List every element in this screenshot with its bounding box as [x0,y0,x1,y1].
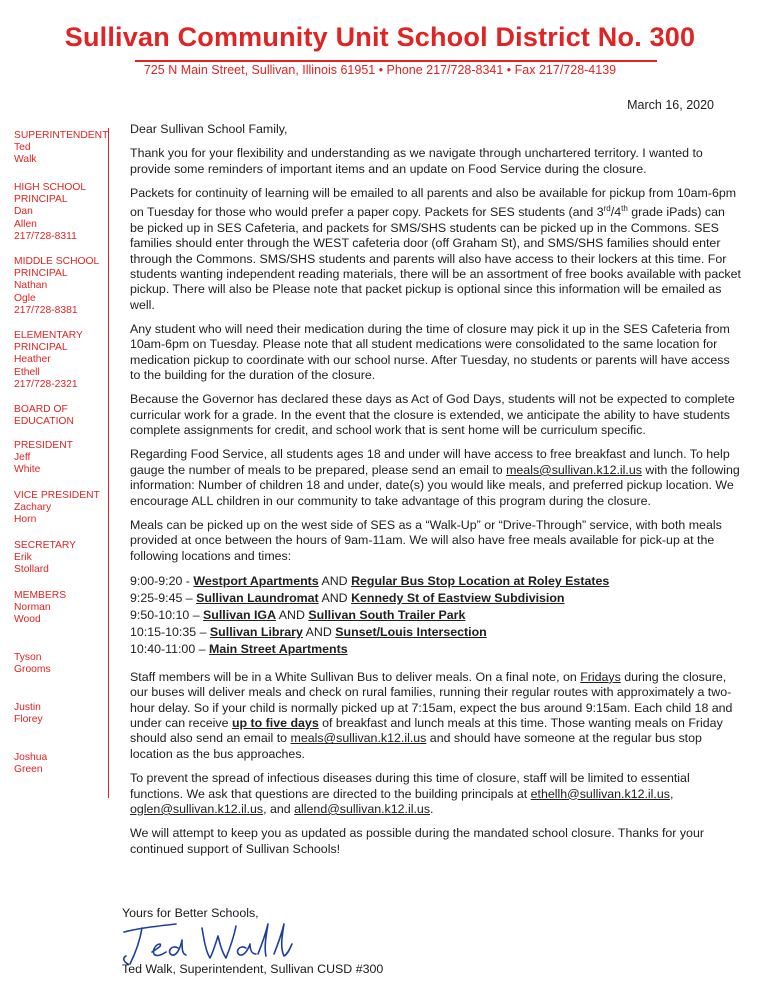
sidebar-line: Florey [14,714,43,726]
sidebar-line: 217/728-8311 [14,230,77,242]
meal-location: Sullivan Laundromat [196,590,319,605]
meals-email-link-2[interactable]: meals@sullivan.k12.il.us [290,731,427,746]
sidebar-title: PRINCIPAL [14,342,68,354]
sidebar-line: Tyson [14,652,42,663]
sidebar-line: White [14,464,41,476]
email-ethell[interactable]: ethellh@sullivan.k12.il.us [530,786,670,801]
sidebar-block [14,590,114,627]
sidebar-title: PRINCIPAL [14,194,68,206]
paragraph-bus-delivery: Staff members will be in a White Sullivan Bus to deliver meals. On a final note, on Fridays during the closure, our buses will deliver meals and check on rural families, running their regular routes with approximately a two-hour delay. So if your child is normally picked up at 7:15am, expect the bus around 9:15am. Each child 18 and under can receive up to five days of breakfast and lunch meals at this time. Those wanting meals on Friday should also send an email to meals@sullivan.k12.il.us and should have someone at the regular bus stop location as the bus approaches. [130,669,733,761]
sidebar-title: SUPERINTENDENT [14,130,109,141]
meals-email-link[interactable]: meals@sullivan.k12.il.us [506,462,642,477]
signer-name: Ted Walk, Superintendent, Sullivan CUSD #300 [122,962,384,976]
sidebar-title: ELEMENTARY [14,330,83,341]
sidebar-line: Green [14,764,43,776]
meal-times-list [130,573,742,658]
sidebar-block [14,752,114,776]
meal-time-row: 10:15-10:35 – Sullivan Library AND Sunset/Louis Intersection [130,624,487,639]
sidebar-title: EDUCATION [14,416,74,428]
sidebar-block [14,182,114,243]
paragraph-packets: Packets for continuity of learning will be emailed to all parents and also be available for pickup from 10am-6pm on Tuesday for those who would prefer a paper copy. Packets for SES students (and 3rd/4th grade iPads) can be picked up in SES Cafeteria, and packets for SMS/SHS students can be picked up in the Commons. SES families should enter through the WEST cafeteria door (off Graham St), and SMS/SHS families should enter through the Commons. SMS/SHS students and parents will also have access to their lockers at this time. For students wanting independent reading materials, there will be an assortment of free books available with packet pickup. There will also be Please note that packet pickup is optional since this information will be emailed as well. [130,185,741,312]
meal-time-row: 10:40-11:00 – Main Street Apartments [130,641,348,656]
meal-location: Sullivan IGA [203,607,277,622]
meal-location: Sunset/Louis Intersection [335,624,487,639]
paragraph-intro: Thank you for your flexibility and understanding as we navigate through unchartered territory. I wanted to provide some reminders of important items and an update on Food Service during the closure. [130,146,703,176]
sidebar-block [14,256,114,317]
sidebar-line: Justin [14,702,41,713]
paragraph-act-of-god: Because the Governor has declared these days as Act of God Days, students will not be expected to complete curricular work for a grade. In the event that the closure is extended, we anticipate the ability to have students complete assignments for credit, and school work that is sent home will be curriculum specific. [130,392,735,438]
meal-location: Kennedy St of Eastview Subdivision [351,590,565,605]
sidebar-block [14,702,114,726]
email-allen[interactable]: allend@sullivan.k12.il.us [294,801,431,816]
sidebar-title: MIDDLE SCHOOL [14,256,100,267]
letter-date: March 16, 2020 [627,98,714,112]
meal-location: Sullivan Library [209,624,303,639]
meal-time-row: 9:50-10:10 – Sullivan IGA AND Sullivan South Trailer Park [130,607,466,622]
salutation: Dear Sullivan School Family, [130,122,288,136]
paragraph-food-service: Regarding Food Service, all students ages 18 and under will have access to free breakfast and lunch. To help gauge the number of meals to be prepared, please send an email to meals@sullivan.k12.il.us with the following information: Number of children 18 and under, date(s) you would like meals, and preferred pickup location. We encourage ALL children in our community to take advantage of this program during the closure. [130,447,740,508]
sidebar-line: Allen [14,218,37,230]
sidebar-line: Horn [14,514,37,526]
sidebar-block [14,490,114,527]
paragraph-principal-contacts: To prevent the spread of infectious diseases during this time of closure, staff will be limited to essential functions. We ask that questions are directed to the building principals at ethellh@sullivan.k12.il.us, oglen@sullivan.k12.il.us, and allend@sullivan.k12.il.us. [130,771,690,816]
sidebar-block [14,652,114,676]
sidebar-line: Dan [14,206,33,218]
sidebar-line: Norman [14,602,51,614]
sidebar-block [14,330,114,391]
sidebar-block [14,540,114,577]
sidebar-title: BOARD OF [14,404,68,415]
sidebar-title: PRINCIPAL [14,268,68,280]
sidebar-title: SECRETARY [14,540,76,551]
district-address: 725 N Main Street, Sullivan, Illinois 61951 • Phone 217/728-8341 • Fax 217/728-4139 [143,63,617,77]
email-ogle[interactable]: oglen@sullivan.k12.il.us [130,801,264,816]
sidebar-line: Grooms [14,664,51,676]
sidebar-block [14,404,114,428]
meal-location: Westport Apartments [193,573,319,588]
district-name: Sullivan Community Unit School District No. 300 [64,22,696,52]
sidebar-title: MEMBERS [14,590,67,601]
meal-location: Regular Bus Stop Location at Roley Estates [351,573,610,588]
letter-body [130,122,742,866]
paragraph-closing-note: We will attempt to keep you as updated as possible during the mandated school closure. Thanks for your continued support of Sullivan Schools! [130,826,704,856]
sidebar-line: Wood [14,614,41,626]
sidebar-line: Ted [14,142,31,154]
sidebar-line: Walk [14,154,37,166]
closing: Yours for Better Schools, [122,906,259,920]
letterhead-rule [135,60,657,62]
meal-time-row: 9:00-9:20 - Westport Apartments AND Regular Bus Stop Location at Roley Estates [130,573,610,588]
sidebar-line: Ogle [14,292,36,304]
meal-location: Sullivan South Trailer Park [308,607,466,622]
sidebar-block [14,130,114,167]
sidebar-line: 217/728-8381 [14,304,78,316]
sidebar-line: 217/728-2321 [14,378,78,390]
sidebar-line: Stollard [14,564,49,576]
sidebar-line: Erik [14,552,32,564]
sidebar-block [14,440,114,477]
paragraph-medication: Any student who will need their medication during the time of closure may pick it up in the SES Cafeteria from 10am-6pm on Tuesday. Please note that all student medications were consolidated to the same location for medication pickup to coordinate with our school nurse. After Tuesday, no students or parents will have access to the building for the duration of the closure. [130,321,730,383]
meal-location: Main Street Apartments [209,641,348,656]
sidebar-line: Jeff [14,452,31,464]
sidebar-line: Ethell [14,366,40,378]
sidebar-line: Heather [14,354,51,366]
sidebar-line: Zachary [14,502,52,514]
sidebar-line: Nathan [14,280,48,292]
sidebar-title: HIGH SCHOOL [14,182,87,193]
meal-time-row: 9:25-9:45 – Sullivan Laundromat AND Kennedy St of Eastview Subdivision [130,590,565,605]
signature-label: Ted Walk [118,918,123,919]
paragraph-meal-pickup: Meals can be picked up on the west side of SES as a “Walk-Up” or “Drive-Through” service, with both meals provided at once between the hours of 9am-11am. We will also have free meals available for pick-up at the following locations and times: [130,517,722,563]
sidebar-title: PRESIDENT [14,440,73,451]
sidebar-line: Joshua [14,752,48,763]
sidebar-title: VICE PRESIDENT [14,490,100,501]
